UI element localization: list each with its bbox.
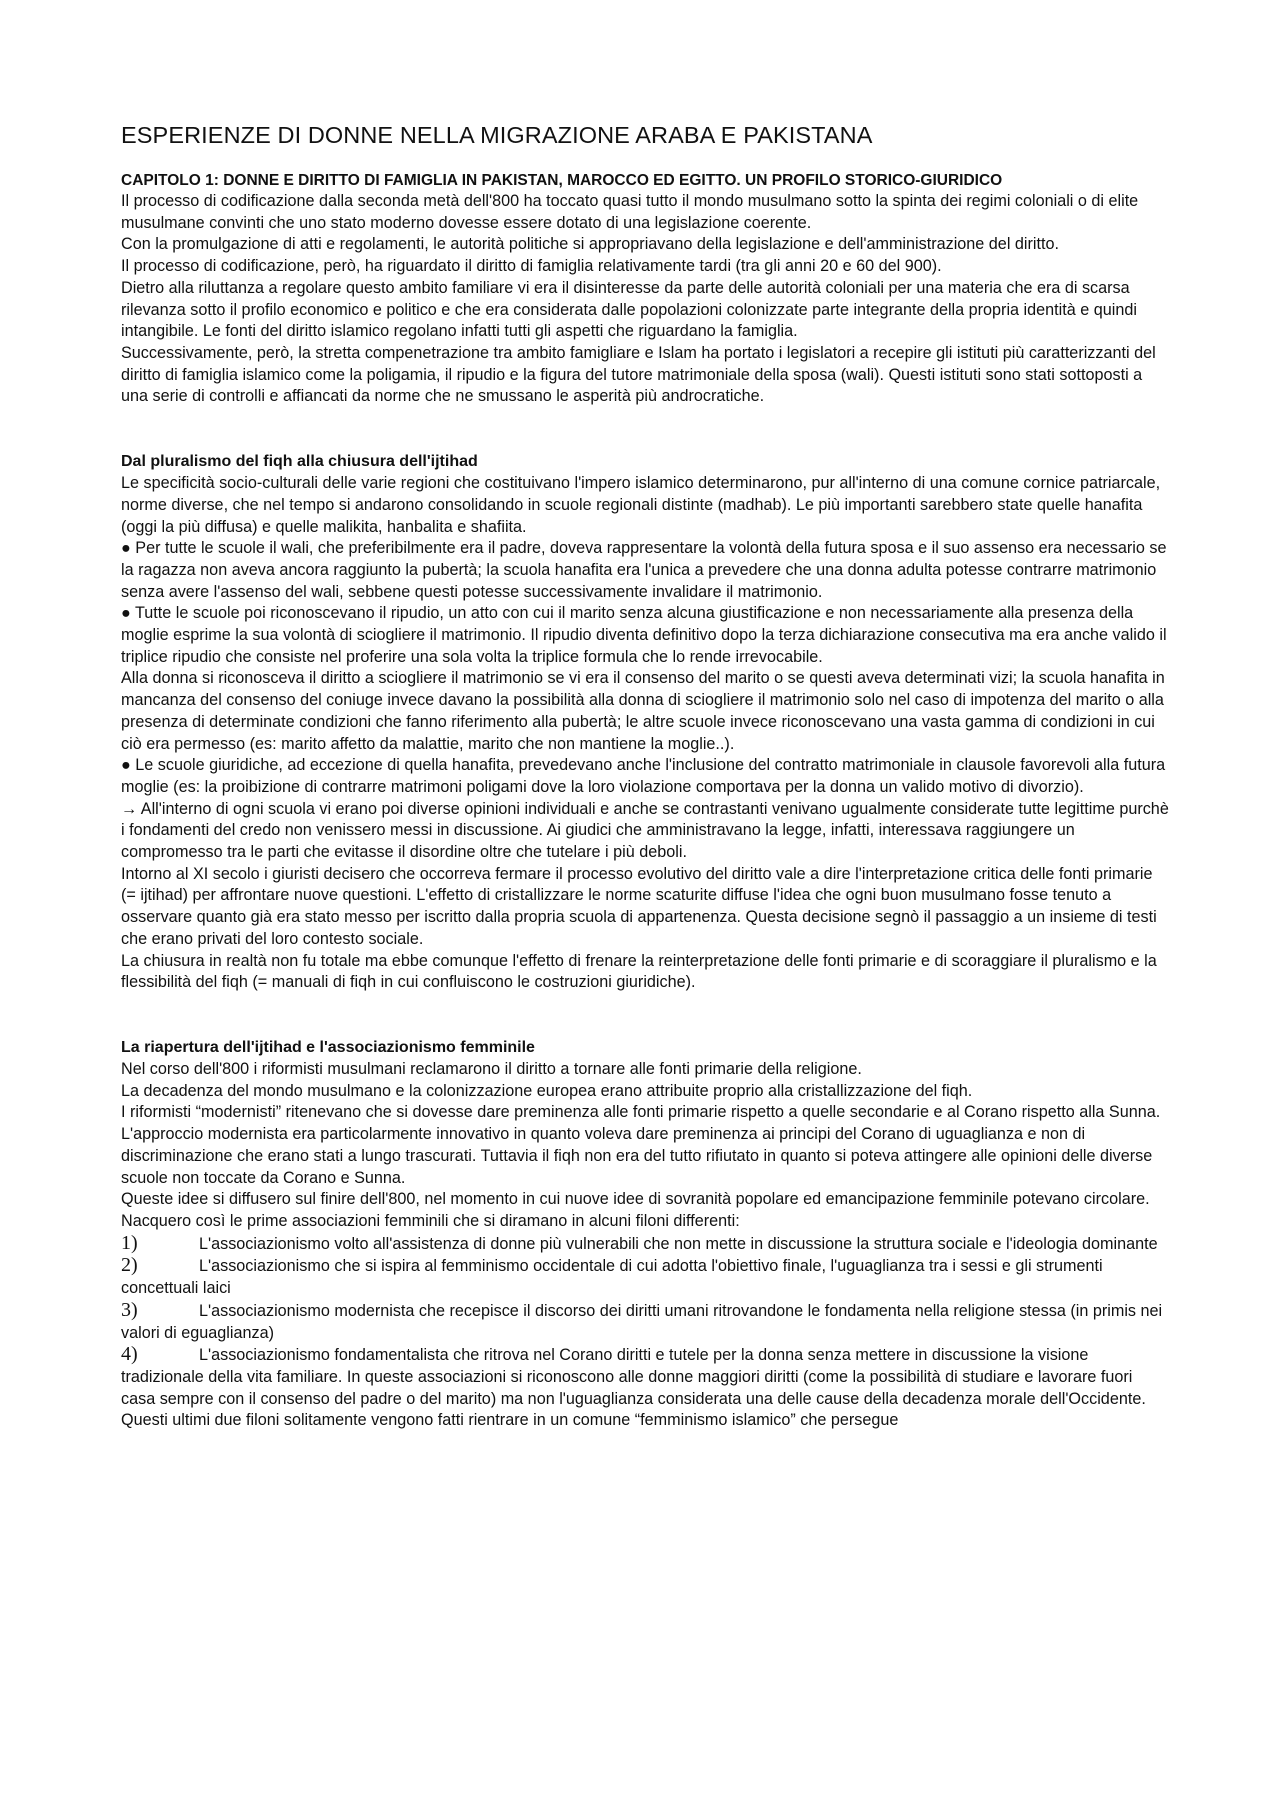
list-item-text: L'associazionismo fondamentalista che ritrova nel Corano diritti e tutele per la donna senza mettere in discussione la visione tradizionale della vita familiare. In queste associazioni si riconoscono alle donne maggiori diritti (come la possibilità di studiare e lavorare fuori casa sempre con il consenso del padre o del marito) ma non l'uguaglianza considerata una delle cause della decadenza morale dell'Occidente.	[121, 1346, 1146, 1408]
list-number: 1)	[121, 1231, 138, 1254]
chapter-title: CAPITOLO 1: DONNE E DIRITTO DI FAMIGLIA IN PAKISTAN, MAROCCO ED EGITTO. UN PROFILO STORICO-GIURIDICO	[121, 172, 1003, 189]
paragraph: Il processo di codificazione dalla seconda metà dell'800 ha toccato quasi tutto il mondo musulmano sotto la spinta dei regimi coloniali o di elite musulmane convinti che uno stato moderno dovesse essere dotato di una legislazione coerente.	[121, 192, 1139, 232]
paragraph: Queste idee si diffusero sul finire dell'800, nel momento in cui nuove idee di sovranità popolare ed emancipazione femminile potevano circolare. Nacquero così le prime associazioni femminili che si diramano in alcuni filoni differenti:	[121, 1190, 1150, 1230]
intro-text	[121, 191, 1170, 408]
section-riapertura-text	[121, 1059, 1170, 1432]
section-pluralismo-text	[121, 473, 1170, 994]
paragraph: Il processo di codificazione, però, ha riguardato il diritto di famiglia relativamente tardi (tra gli anni 20 e 60 del 900).	[121, 257, 942, 276]
numbered-list-item	[121, 1233, 1170, 1256]
list-number: 2)	[121, 1254, 138, 1277]
list-item-text: L'associazionismo modernista che recepisce il discorso dei diritti umani ritrovandone le fondamenta nella religione stessa (in primis nei valori di eguaglianza)	[121, 1301, 1163, 1342]
paragraph: La chiusura in realtà non fu totale ma ebbe comunque l'effetto di frenare la reinterpretazione delle fonti primarie e di scoraggiare il pluralismo e la flessibilità del fiqh (= manuali di fiqh in cui confluiscono le costruzioni giuridiche).	[121, 951, 1157, 992]
paragraph: I riformisti “modernisti” ritenevano che si dovesse dare preminenza alle fonti primarie rispetto a quelle secondarie e al Corano rispetto alla Sunna. L'approccio modernista era particolarmente innovativo in quanto voleva dare preminenza ai principi del Corano di uguaglianza e non di discriminazione che erano stati a lungo trascurati. Tuttavia il fiqh non era del tutto rifiutato in quanto si poteva attingere alle opinioni delle diverse scuole non toccate da Corano e Sunna.	[121, 1103, 1161, 1187]
blank-line	[121, 994, 1170, 1016]
numbered-list-item	[121, 1300, 1170, 1344]
list-item-text: L'associazionismo volto all'assistenza di donne più vulnerabili che non mette in discussione la struttura sociale e l'ideologia dominante	[199, 1234, 1158, 1253]
bullet-paragraph: ● Le scuole giuridiche, ad eccezione di quella hanafita, prevedevano anche l'inclusione del contratto matrimoniale in clausole favorevoli alla futura moglie (es: la proibizione di contrarre matrimoni poligami dove la loro violazione comportava per la donna un valido motivo di divorzio).	[121, 756, 1166, 796]
document-title: ESPERIENZE DI DONNE NELLA MIGRAZIONE ARABA E PAKISTANA	[121, 122, 873, 148]
blank-line	[121, 430, 1170, 452]
paragraph: Nel corso dell'800 i riformisti musulmani reclamarono il diritto a tornare alle fonti primarie della religione.	[121, 1060, 862, 1079]
paragraph: Intorno al XI secolo i giuristi decisero che occorreva fermare il processo evolutivo del diritto vale a dire l'interpretazione critica delle fonti primarie (= ijtihad) per affrontare nuove questioni. L'effetto di cristallizzare le norme scaturite diffuse l'idea che ogni buon musulmano fosse tenuto a osservare quanto già era stato messo per iscritto dalla propria scuola di appartenenza. Questa decisione segnò il passaggio a un insieme di testi che erano privati del loro contesto sociale.	[121, 864, 1157, 948]
paragraph: Con la promulgazione di atti e regolamenti, le autorità politiche si appropriavano della legislazione e dell'amministrazione del diritto.	[121, 235, 1059, 254]
bullet-paragraph: ● Per tutte le scuole il wali, che preferibilmente era il padre, doveva rappresentare la volontà della futura sposa e il suo assenso era necessario se la ragazza non aveva ancora raggiunto la pubertà; la scuola hanafita era l'unica a prevedere che una donna adulta potesse contrarre matrimonio senza avere l'assenso del wali, sebbene questi potesse successivamente invalidare il matrimonio.	[121, 539, 1167, 601]
numbered-list-item	[121, 1255, 1170, 1299]
paragraph: Successivamente, però, la stretta compenetrazione tra ambito famigliare e Islam ha portato i legislatori a recepire gli istituti più caratterizzanti del diritto di famiglia islamico come la poligamia, il ripudio e la figura del tutore matrimoniale della sposa (wali). Questi istituti sono stati sottoposti a una serie di controlli e affiancati da norme che ne smussano le asperità più androcratiche.	[121, 343, 1156, 406]
paragraph: Alla donna si riconosceva il diritto a sciogliere il matrimonio se vi era il consenso del marito o se questi aveva determinati vizi; la scuola hanafita in mancanza del consenso del coniuge invece davano la possibilità alla donna di sciogliere il matrimonio solo nel caso di impotenza del marito o alla presenza di determinate condizioni che fanno riferimento alla pubertà; le altre scuole invece riconoscevano una vasta gamma di condizioni in cui ciò era permesso (es: marito affetto da malattie, marito che non mantiene la moglie..).	[121, 669, 1165, 753]
paragraph: Questi ultimi due filoni solitamente vengono fatti rientrare in un comune “femminismo islamico” che persegue	[121, 1411, 899, 1430]
section-title-pluralismo: Dal pluralismo del fiqh alla chiusura dell'ijtihad	[121, 453, 478, 471]
list-number: 3)	[121, 1298, 138, 1321]
list-number: 4)	[121, 1343, 138, 1366]
section-title-riapertura: La riapertura dell'ijtihad e l'associazionismo femminile	[121, 1039, 535, 1057]
list-item-text: L'associazionismo che si ispira al femminismo occidentale di cui adotta l'obiettivo finale, l'uguaglianza tra i sessi e gli strumenti concettuali laici	[121, 1257, 1103, 1298]
arrow-paragraph: → All'interno di ogni scuola vi erano poi diverse opinioni individuali e anche se contrastanti venivano ugualmente considerate tutte legittime purchè i fondamenti del credo non venissero messi in discussione. Ai giudici che amministravano la legge, infatti, interessava raggiungere un compromesso tra le parti che evitasse il disordine oltre che tutelare i più deboli.	[121, 799, 1169, 862]
blank-line	[121, 408, 1170, 430]
paragraph: Le specificità socio-culturali delle varie regioni che costituivano l'impero islamico determinarono, pur all'interno di una comune cornice patriarcale, norme diverse, che nel tempo si andarono consolidando in scuole regionali distinte (madhab). Le più importanti sarebbero state quelle hanafita (oggi la più diffusa) e quelle malikita, hanbalita e shafiita.	[121, 474, 1161, 536]
bullet-paragraph: ● Tutte le scuole poi riconoscevano il ripudio, un atto con cui il marito senza alcuna giustificazione e non necessariamente alla presenza della moglie esprime la sua volontà di sciogliere il matrimonio. Il ripudio diventa definitivo dopo la terza dichiarazione consecutiva ma era anche valido il triplice ripudio che consiste nel proferire una sola volta la triplice formula che lo rende irrevocabile.	[121, 604, 1167, 666]
paragraph: La decadenza del mondo musulmano e la colonizzazione europea erano attribuite proprio alla cristallizzazione del fiqh.	[121, 1081, 973, 1100]
paragraph: Dietro alla riluttanza a regolare questo ambito familiare vi era il disinteresse da parte delle autorità coloniali per una materia che era di scarsa rilevanza sotto il profilo economico e politico e che era considerata dalle popolazioni colonizzate parte integrante della propria identità e quindi intangibile. Le fonti del diritto islamico regolano infatti tutti gli aspetti che riguardano la famiglia.	[121, 278, 1137, 341]
blank-line	[121, 1016, 1170, 1038]
numbered-list-item	[121, 1344, 1170, 1410]
